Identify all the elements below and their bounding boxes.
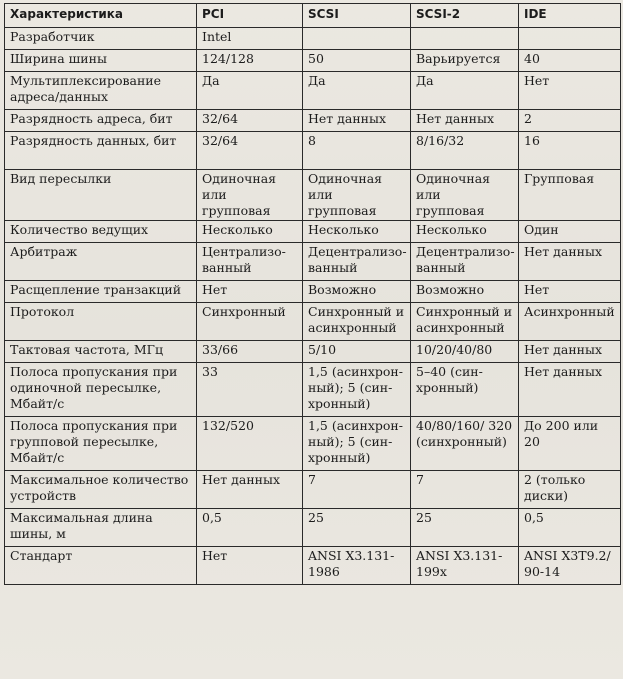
cell-pci: 32/64 — [197, 110, 303, 132]
cell-ide: Групповая — [519, 170, 621, 221]
cell-pci: 33/66 — [197, 341, 303, 363]
cell-scsi: 1,5 (асинхронный); 5 (синхронный) — [303, 417, 411, 471]
cell-ide — [519, 28, 621, 50]
table-body — [5, 28, 621, 585]
cell-pci: Да — [197, 72, 303, 110]
cell-scsi2: 25 — [411, 509, 519, 547]
cell-scsi: 50 — [303, 50, 411, 72]
cell-scsi2: Нет данных — [411, 110, 519, 132]
row-characteristic: Тактовая частота, МГц — [5, 341, 197, 363]
cell-ide: 40 — [519, 50, 621, 72]
row-characteristic: Мультиплексирование адреса/данных — [5, 72, 197, 110]
cell-pci: 32/64 — [197, 132, 303, 170]
cell-ide: До 200 или 20 — [519, 417, 621, 471]
cell-scsi: Децентрализованный — [303, 243, 411, 281]
table-row — [5, 28, 621, 50]
table-row — [5, 110, 621, 132]
cell-scsi: ANSI X3.131-1986 — [303, 547, 411, 585]
row-characteristic: Арбитраж — [5, 243, 197, 281]
cell-ide: Нет — [519, 281, 621, 303]
cell-pci: Intel — [197, 28, 303, 50]
cell-ide: Один — [519, 221, 621, 243]
cell-ide: 0,5 — [519, 509, 621, 547]
cell-scsi2: 7 — [411, 471, 519, 509]
row-characteristic: Максимальная длина шины, м — [5, 509, 197, 547]
cell-scsi2: Одиночная или групповая — [411, 170, 519, 221]
cell-scsi2: 40/80/160/ 320 (синхронный) — [411, 417, 519, 471]
cell-scsi2: 5–40 (синхронный) — [411, 363, 519, 417]
cell-scsi2: ANSI X3.131-199x — [411, 547, 519, 585]
cell-ide: 2 — [519, 110, 621, 132]
cell-pci: 0,5 — [197, 509, 303, 547]
cell-scsi2: Децентрализованный — [411, 243, 519, 281]
cell-ide: Нет данных — [519, 243, 621, 281]
cell-scsi2 — [411, 28, 519, 50]
cell-scsi2: 8/16/32 — [411, 132, 519, 170]
cell-ide: Асинхронный — [519, 303, 621, 341]
row-characteristic: Разрядность адреса, бит — [5, 110, 197, 132]
cell-ide: 2 (только диски) — [519, 471, 621, 509]
table-row — [5, 363, 621, 417]
cell-scsi: 8 — [303, 132, 411, 170]
cell-pci: Синхронный — [197, 303, 303, 341]
header-scsi2: SCSI-2 — [411, 4, 519, 28]
cell-pci: Нет — [197, 281, 303, 303]
cell-scsi2: Синхронный и асинхронный — [411, 303, 519, 341]
table-row — [5, 170, 621, 221]
table-row — [5, 72, 621, 110]
cell-scsi2: Возможно — [411, 281, 519, 303]
cell-scsi — [303, 28, 411, 50]
cell-scsi2: 10/20/40/80 — [411, 341, 519, 363]
table-header — [5, 4, 621, 28]
cell-pci: Нет — [197, 547, 303, 585]
table-row — [5, 281, 621, 303]
header-ide: IDE — [519, 4, 621, 28]
row-characteristic: Разработчик — [5, 28, 197, 50]
cell-ide: ANSI X3T9.2/ 90-14 — [519, 547, 621, 585]
row-characteristic: Количество ведущих — [5, 221, 197, 243]
header-characteristic: Характеристика — [5, 4, 197, 28]
cell-scsi: 25 — [303, 509, 411, 547]
header-row — [5, 4, 621, 28]
cell-pci: Нет данных — [197, 471, 303, 509]
cell-pci: 33 — [197, 363, 303, 417]
row-characteristic: Расщепление транзакций — [5, 281, 197, 303]
cell-pci: Несколько — [197, 221, 303, 243]
table-row — [5, 221, 621, 243]
cell-scsi: 7 — [303, 471, 411, 509]
cell-scsi: 1,5 (асинхронный); 5 (синхронный) — [303, 363, 411, 417]
table-row — [5, 243, 621, 281]
row-characteristic: Стандарт — [5, 547, 197, 585]
cell-ide: 16 — [519, 132, 621, 170]
cell-ide: Нет данных — [519, 363, 621, 417]
cell-scsi2: Варьируется — [411, 50, 519, 72]
cell-scsi2: Несколько — [411, 221, 519, 243]
cell-ide: Нет данных — [519, 341, 621, 363]
table-row — [5, 303, 621, 341]
row-characteristic: Вид пересылки — [5, 170, 197, 221]
cell-pci: Централизованный — [197, 243, 303, 281]
table-row — [5, 547, 621, 585]
table-row — [5, 417, 621, 471]
table-row — [5, 132, 621, 170]
table-row — [5, 509, 621, 547]
cell-pci: Одиночная или групповая — [197, 170, 303, 221]
table-row — [5, 471, 621, 509]
row-characteristic: Полоса пропускания при одиночной пересылке, Мбайт/с — [5, 363, 197, 417]
table-row — [5, 50, 621, 72]
cell-scsi: 5/10 — [303, 341, 411, 363]
row-characteristic: Ширина шины — [5, 50, 197, 72]
cell-scsi: Возможно — [303, 281, 411, 303]
row-characteristic: Протокол — [5, 303, 197, 341]
row-characteristic: Полоса пропускания при групповой пересылке, Мбайт/с — [5, 417, 197, 471]
cell-scsi: Несколько — [303, 221, 411, 243]
row-characteristic: Максимальное количество устройств — [5, 471, 197, 509]
cell-scsi: Нет данных — [303, 110, 411, 132]
cell-ide: Нет — [519, 72, 621, 110]
table-row — [5, 341, 621, 363]
header-scsi: SCSI — [303, 4, 411, 28]
cell-scsi: Синхронный и асинхронный — [303, 303, 411, 341]
cell-scsi: Да — [303, 72, 411, 110]
cell-pci: 124/128 — [197, 50, 303, 72]
cell-scsi: Одиночная или групповая — [303, 170, 411, 221]
cell-pci: 132/520 — [197, 417, 303, 471]
header-pci: PCI — [197, 4, 303, 28]
comparison-table — [4, 3, 621, 585]
row-characteristic: Разрядность данных, бит — [5, 132, 197, 170]
cell-scsi2: Да — [411, 72, 519, 110]
